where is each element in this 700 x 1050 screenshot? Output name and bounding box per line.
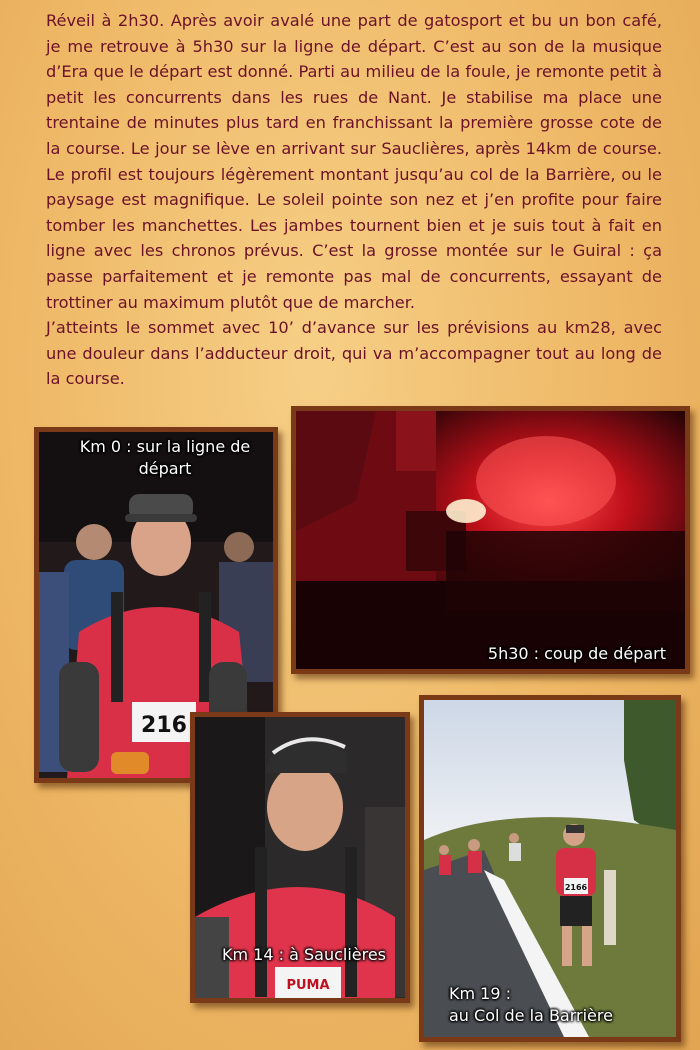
story-text xyxy=(46,8,662,392)
bib-number-start: 216 xyxy=(141,713,187,738)
bib-sponsor-sauclieres: PUMA xyxy=(286,978,330,993)
story-paragraph-2: J’atteints le sommet avec 10’ d’avance sur les prévisions au km28, avec une douleur dans l’adducteur droit, qui va m’accompagner tout au long de la course. xyxy=(46,318,662,389)
photo-start-signal xyxy=(291,406,690,674)
start-signal-illustration xyxy=(296,411,685,669)
caption-start-line: Km 0 : sur la ligne de départ xyxy=(79,437,251,478)
caption-sauclieres: Km 14 : à Sauclières xyxy=(222,945,387,964)
caption-start-signal: 5h30 : coup de départ xyxy=(487,644,666,663)
caption-col-barriere: Km 19 : au Col de la Barrière xyxy=(449,984,613,1025)
bib-number-col: 2166 xyxy=(564,883,588,892)
story-paragraph-1: Réveil à 2h30. Après avoir avalé une part de gatosport et bu un bon café, je me retrouve à 5h30 sur la ligne de départ. C’est au son de la musique d’Era que le départ est donné. Parti au milieu de la foule, je remonte petit à petit les concurrents dans les rues de Nant. Je stabilise ma place une trentaine de minutes plus tard en franchissant la première grosse cote de la course. Le jour se lève en arrivant sur Sauclières, après 14km de course. Le profil est toujours légèrement montant jusqu’au col de la Barrière, ou le paysage est magnifique. Le soleil pointe son nez et j’en profite pour faire tomber les manchettes. Les jambes tournent bien et je suis tout à fait en ligne avec les chronos prévus. C’est la grosse montée sur le Guiral : ça passe parfaitement et je remonte pas mal de concurrents, essayant de trottiner au maximum plutôt que de marcher. xyxy=(46,11,662,312)
